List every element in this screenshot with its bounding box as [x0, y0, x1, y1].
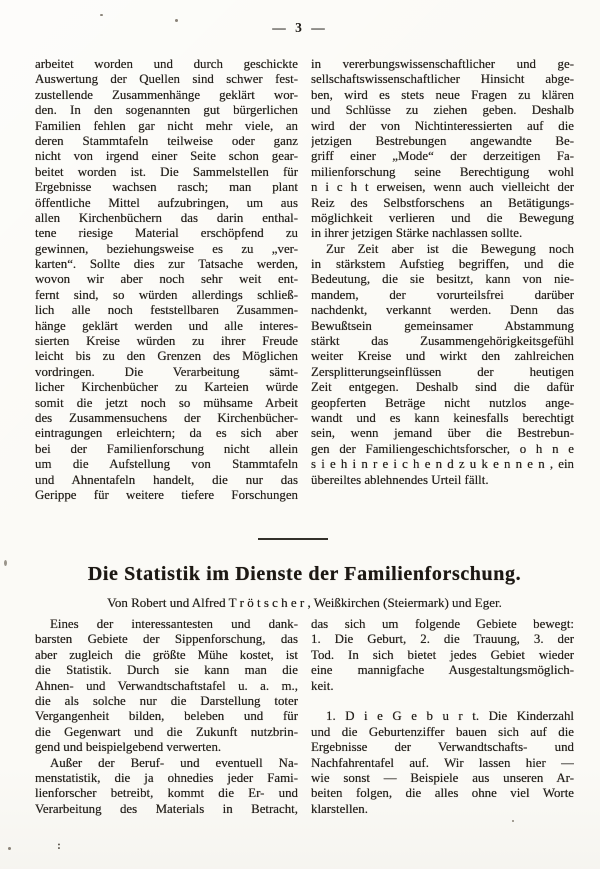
text-line: s i e h i n r e i c h e n d z u k e n n e n , ein [311, 457, 574, 472]
text-line: in ihrer jetzigen Stärke nachlassen sollte. [311, 226, 523, 241]
text-line: Gerippe für weitere tiefere Forschungen [35, 487, 298, 502]
text-line: deren Stammtafeln teilweise oder ganz [35, 133, 298, 148]
text-line: geopferten Beträge nicht nutzlos ange- [311, 395, 574, 410]
text-line: ben, wird es stets neue Fragen zu klären [311, 87, 574, 102]
text-line: um die Aufstellung von Stammtafeln [35, 457, 298, 472]
text-line: gend und beispielgebend verwerten. [35, 740, 222, 755]
text-line: karten“. Sollte dies zur Tatsache werden, [35, 257, 298, 272]
text-line: fernt sind, so würden allerdings schließ- [35, 287, 298, 302]
text-line: hänge geklärt werden und alle interes- [35, 318, 298, 333]
text-line: Ergebnisse der Verwandtschafts- und [311, 740, 574, 755]
text-line: weiter Kreise und wirkt den zahlreichen [311, 349, 574, 364]
paragraph [311, 57, 574, 242]
text-line: eintragungen erleichtern; da es sich aber [35, 426, 298, 441]
page-number: — 3 — [272, 20, 328, 35]
paragraph [311, 709, 574, 817]
text-line: griff einer „Mode“ der derzeitigen Fa- [311, 149, 574, 164]
text-line: sierten Kreise würden zu ihrer Freude [35, 334, 298, 349]
scan-artifact [100, 14, 103, 16]
text-line: stärkt das Zusammengehörigkeitsgefühl [311, 334, 574, 349]
text-line: Außer der Beruf- und eventuell Na- [50, 755, 298, 770]
text-line: wird der von Nichtinteressierten auf die [311, 118, 574, 133]
text-line: wie sonst — Beispiele aus unseren Ar- [311, 770, 574, 785]
text-line: sein, wenn jemand über die Bestrebun- [311, 426, 574, 441]
text-line: Auswertung der Quellen sind schwer fest- [35, 72, 298, 87]
text-line: menstatistik, die ja ohnedies jeder Fami- [35, 770, 298, 785]
text-line: klarstellen. [311, 801, 368, 816]
text-line: wandt und es kann keinesfalls berechtigt [311, 410, 574, 425]
article-left-column [35, 617, 298, 817]
paragraph [35, 617, 298, 756]
text-line: Eines der interessantesten und dank- [50, 617, 298, 631]
scan-artifact [175, 19, 178, 22]
text-line: Zur Zeit aber ist die Bewegung noch [326, 241, 574, 256]
scan-artifact [4, 560, 7, 566]
text-line: jetzigen Bestrebungen angewandte Be- [311, 133, 574, 148]
text-line: beitet worden ist. Die Sammelstellen für [35, 164, 298, 179]
text-line: Vergangenheit bilden, beleben und für [35, 709, 298, 724]
top-left-column [35, 57, 298, 503]
text-line: und die Geburtenziffer bauen sich auf die [311, 724, 574, 739]
text-line: das sich um folgende Gebiete bewegt: [311, 617, 574, 631]
text-line: sellschaftswissenschaftlicher Hinsicht abge- [311, 72, 574, 87]
top-right-column [311, 57, 574, 503]
text-line: die als solche nur die Darstellung toter [35, 693, 298, 708]
paragraph [311, 242, 574, 488]
scan-artifact [8, 847, 11, 850]
top-text-section [35, 57, 574, 503]
text-line: lienforscher betreibt, kommt die Er- und [35, 786, 298, 801]
text-line: nachdenkt, verkannt werden. Denn das [311, 303, 574, 318]
paragraph [311, 617, 574, 694]
text-line: Familien fehlen gar nicht mehr viele, an [35, 118, 298, 133]
article-text-section [35, 617, 574, 817]
text-line: des Zusammensuchens der Kirchenbücher- [35, 410, 298, 425]
text-line: somit die jetzt noch so mühsame Arbeit [35, 395, 298, 410]
text-line: möglichkeit verlieren und die Bewegung [311, 210, 574, 225]
text-line: Ahnen- und Verwandtschaftstafel u. a. m., [35, 678, 298, 693]
text-line: barsten Gebiete der Sippenforschung, das [35, 632, 298, 647]
scan-artifact [512, 820, 514, 822]
text-line: keit. [311, 678, 334, 693]
text-line: aber zugleich die größte Mühe kostet, ist [35, 647, 298, 662]
text-line: zustellende Zusammenhänge geklärt wor- [35, 87, 298, 102]
text-line: Zeit entgegen. Deshalb sind die dafür [311, 380, 574, 395]
text-line: gen der Familiengeschichtsforscher, o h n e [311, 441, 574, 456]
text-line: leicht bis zu den Grenzen des Möglichen [35, 349, 298, 364]
paragraph [35, 57, 298, 503]
section-divider-rule [258, 538, 328, 540]
text-line: allen Kirchenbüchern das darin enthal- [35, 210, 298, 225]
text-line: gewinnen, beziehungsweise es zu „ver- [35, 241, 298, 256]
text-line: arbeitet worden und durch geschickte [35, 57, 298, 71]
article-right-column [311, 617, 574, 817]
text-line: 1. Die Geburt, 2. die Trauung, 3. der [311, 632, 574, 647]
text-line: und Ahnentafeln handelt, die nur das [35, 472, 298, 487]
text-line: Bewußtsein gemeinsamer Abstammung [311, 318, 574, 333]
text-line: die Gegenwart und die Zukunft nutzbrin- [35, 724, 298, 739]
text-line: in vererbungswissenschaftlicher und ge- [311, 57, 574, 71]
text-line: n i c h t erweisen, wenn auch vielleicht der [311, 180, 574, 195]
text-line: Tod. In sich bietet jedes Gebiet wieder [311, 647, 574, 662]
text-line: wovon wir aber noch sehr weit ent- [35, 272, 298, 287]
text-line: tene riesige Material erschöpfend zu [35, 226, 298, 241]
text-line: Bedeutung, die sie besitzt, kann von nie- [311, 272, 574, 287]
text-line: vordringen. Die Verarbeitung sämt- [35, 364, 298, 379]
text-line: die Statistik. Durch sie kann man die [35, 663, 298, 678]
article-byline: Von Robert und Alfred T r ö t s c h e r , Weißkirchen (Steiermark) und Eger. [107, 595, 502, 610]
text-line: Verarbeitung des Materials in Betracht, [35, 801, 298, 816]
text-line: eine mannigfache Ausgestaltungsmöglich- [311, 663, 574, 678]
text-line: 1. D i e G e b u r t. Die Kinderzahl [326, 709, 574, 724]
text-line: Ergebnisse wachsen rasch; man plant [35, 180, 298, 195]
text-line: und Schlüsse zu ziehen geben. Deshalb [311, 103, 574, 118]
text-line: übereiltes ablehnendes Urteil fällt. [311, 472, 489, 487]
text-line: licher Kirchenbücher zu Karteien würde [35, 380, 298, 395]
text-line: beiten folgen, die alles ohne viel Worte [311, 786, 574, 801]
text-line: lich alle noch feststellbaren Zusammen- [35, 303, 298, 318]
text-line: den. In den sogenannten gut bürgerlichen [35, 103, 298, 118]
text-line: in stärkstem Aufstieg begriffen, und die [311, 257, 574, 272]
scan-artifact: : [57, 838, 61, 852]
text-line: Zersplitterungseinflüssen der heutigen [311, 364, 574, 379]
text-line: milienforschung seine Berechtigung wohl [311, 164, 574, 179]
article-title: Die Statistik im Dienste der Familienforschung. [87, 563, 522, 585]
text-line: Nachfahrentafel auf. Wir lassen hier — [311, 755, 574, 770]
text-line: bei der Familienforschung nicht allein [35, 441, 298, 456]
text-line: mandem, der vorurteilsfrei darüber [311, 287, 574, 302]
text-line: nicht von irgend einer Seite schon gear- [35, 149, 298, 164]
paragraph [35, 756, 298, 818]
text-line: öffentliche Mittel aufzubringen, um aus [35, 195, 298, 210]
text-line: Reiz des Selbstforschens an Betätigungs- [311, 195, 574, 210]
